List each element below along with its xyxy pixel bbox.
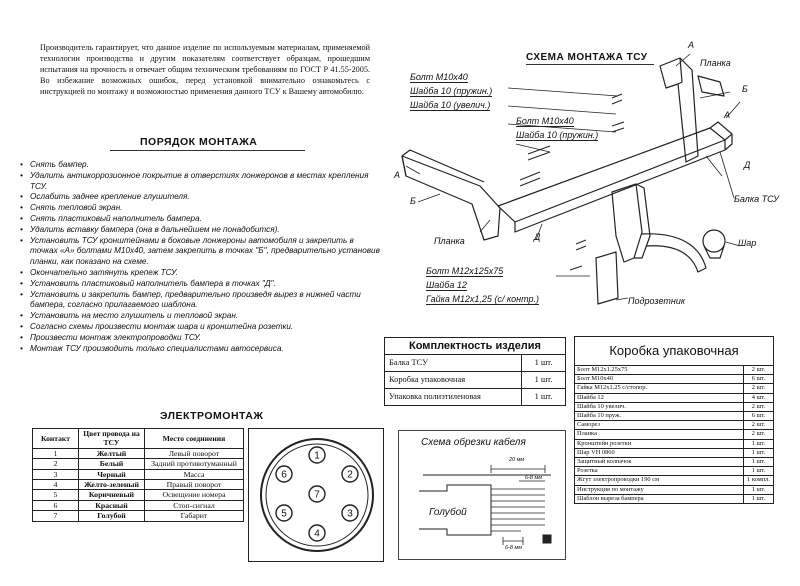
cell: Желто-зеленый xyxy=(79,480,145,490)
table-row xyxy=(33,511,244,521)
scheme-title: СХЕМА МОНТАЖА ТСУ xyxy=(526,52,648,63)
cell: Коробка упаковочная xyxy=(385,372,522,389)
cell: 5 xyxy=(33,490,79,500)
table-row xyxy=(575,421,774,430)
cell: Красный xyxy=(79,500,145,510)
cell: 2 шт. xyxy=(744,421,774,430)
label-point-d-right: Д xyxy=(744,160,751,170)
box-table xyxy=(574,336,774,504)
step-item: • Установить и закрепить бампер, предварительно произведя вырез в нижней части бампера, согласно прилагаемого шаблона. xyxy=(20,290,380,312)
table-row xyxy=(575,375,774,384)
cell: 1 xyxy=(33,448,79,458)
table-row xyxy=(575,494,774,503)
cell: 6 xyxy=(33,500,79,510)
step-item: • Ослабить заднее крепление глушителя. xyxy=(20,192,380,203)
label-washer-2: Шайба 10 (пружин.) xyxy=(516,130,599,140)
label-point-a-left: А xyxy=(394,170,401,180)
svg-text:4: 4 xyxy=(314,528,320,540)
cell: Шайба 10 пруж. xyxy=(575,412,744,421)
kompl-table xyxy=(384,337,566,406)
table-row xyxy=(33,500,244,510)
step-item: • Окончательно затянуть крепеж ТСУ. xyxy=(20,268,380,279)
electro-title: ЭЛЕКТРОМОНТАЖ xyxy=(160,410,264,422)
svg-text:6: 6 xyxy=(281,469,287,481)
plug-diagram xyxy=(248,428,384,562)
intro-text: Производитель гарантирует, что данное изделие по используемым материалам, применяемой технологии производства и другим показателям соответствует образцам, прошедшим испытания на прочность и отвечает общим техническим требованиям по ГОСТ Р 41.55-2005. Во избежание возможных ошибок, перед установкой внимательно ознакомьтесь с инструкцией по монтажу и возможностью применения данного ТСУ к Вашему автомобилю. xyxy=(40,43,370,96)
step-item: • Установить на место глушитель и тепловой экран. xyxy=(20,311,380,322)
svg-text:2: 2 xyxy=(347,469,353,481)
pin-7 xyxy=(309,486,325,502)
cell: 1 шт. xyxy=(522,372,566,389)
label-plank-left: Планка xyxy=(434,236,465,246)
cell: 1 шт. xyxy=(744,467,774,476)
pin-5 xyxy=(276,505,292,521)
cell: Болт М12х1.25х75 xyxy=(575,366,744,375)
cable-cut-drawing xyxy=(399,431,565,559)
table-row xyxy=(385,355,566,372)
table-row xyxy=(385,372,566,389)
cell: Левый поворот xyxy=(145,448,244,458)
table-row xyxy=(575,393,774,402)
step-item: • Произвести монтаж электропроводки ТСУ. xyxy=(20,333,380,344)
cell: Жгут электропроводки 190 см xyxy=(575,476,744,485)
label-bolt-3: Болт М12х125х75 xyxy=(426,266,504,276)
table-row xyxy=(575,458,774,467)
label-point-b-left: Б xyxy=(410,196,416,206)
label-socket-bracket: Подрозетник xyxy=(628,296,686,306)
step-item: • Удалить антикоррозионное покрытие в отверстиях лонжеронов в местах крепления ТСУ. xyxy=(20,171,380,193)
cable-cut-scheme xyxy=(398,430,566,560)
cell: Шаблон выреза бампера xyxy=(575,494,744,503)
cell: Задний противотуманный xyxy=(145,459,244,469)
table-row xyxy=(575,430,774,439)
table-row xyxy=(575,366,774,375)
pin-1 xyxy=(309,447,325,463)
cell: 2 шт. xyxy=(744,384,774,393)
label-nut-3: Гайка М12х1,25 (с/ контр.) xyxy=(426,294,539,304)
box-title: Коробка упаковочная xyxy=(575,337,774,366)
label-point-a-right: А xyxy=(688,40,695,50)
table-row xyxy=(33,448,244,458)
cell: Освещение номера xyxy=(145,490,244,500)
step-item: • Согласно схемы произвести монтаж шара и кронштейна розетки. xyxy=(20,322,380,333)
label-point-a-mid: А xyxy=(724,110,731,120)
svg-text:7: 7 xyxy=(314,489,320,501)
cell: 6 шт. xyxy=(744,375,774,384)
cell: Голубой xyxy=(79,511,145,521)
pin-2 xyxy=(342,466,358,482)
step-item: • Установить пластиковый наполнитель бампера в точках "Д". xyxy=(20,279,380,290)
pin-4 xyxy=(309,525,325,541)
col-header: Контакт xyxy=(33,429,79,449)
cell: Коричневый xyxy=(79,490,145,500)
table-row xyxy=(385,389,566,406)
dim-20mm: 20 мм xyxy=(509,457,525,463)
table-row xyxy=(575,476,774,485)
table-row xyxy=(575,448,774,457)
cell: Желтый xyxy=(79,448,145,458)
label-point-d-left: Д xyxy=(534,232,541,242)
contact-table xyxy=(32,428,244,522)
wire-label: Голубой xyxy=(429,507,467,518)
cell: 3 xyxy=(33,469,79,479)
cell: Шайба 10 увелич. xyxy=(575,402,744,411)
col-header: Место соединения xyxy=(145,429,244,449)
table-header-row xyxy=(33,429,244,449)
label-plank-right: Планка xyxy=(700,58,731,68)
label-bolt-2: Болт М10х40 xyxy=(516,116,574,126)
table-row xyxy=(575,485,774,494)
cell: 1 шт. xyxy=(744,439,774,448)
step-item: • Установить ТСУ кронштейнами в боковые лонжероны автомобиля и закрепить в точках «А» болтами М10х40, затем закрепить в точках "Б", предварительно установив планки, как показано на схеме. xyxy=(20,236,380,268)
cell: 4 xyxy=(33,480,79,490)
cell: 2 шт. xyxy=(744,366,774,375)
table-row xyxy=(33,459,244,469)
cell: Черный xyxy=(79,469,145,479)
label-washer-3: Шайба 12 xyxy=(426,280,467,290)
svg-text:5: 5 xyxy=(281,508,287,520)
cell: 7 xyxy=(33,511,79,521)
cell: 1 компл. xyxy=(744,476,774,485)
cell: Масса xyxy=(145,469,244,479)
step-item: • Снять пластиковый наполнитель бампера. xyxy=(20,214,380,225)
cell: Балка ТСУ xyxy=(385,355,522,372)
cell: 6 шт. xyxy=(744,412,774,421)
cell: 4 шт. xyxy=(744,393,774,402)
cell: Стоп-сигнал xyxy=(145,500,244,510)
label-ball: Шар xyxy=(738,238,757,248)
cell: Саморез xyxy=(575,421,744,430)
cell: 1 шт. xyxy=(744,458,774,467)
pin-6 xyxy=(276,466,292,482)
label-beam: Балка ТСУ xyxy=(734,194,779,204)
step-item: • Монтаж ТСУ производить только специалистами автосервиса. xyxy=(20,344,380,355)
cell: 1 шт. xyxy=(744,485,774,494)
step-item: • Снять тепловой экран. xyxy=(20,203,380,214)
table-header-row xyxy=(385,338,566,355)
cell: 1 шт. xyxy=(522,355,566,372)
cell: 1 шт. xyxy=(522,389,566,406)
cell: Белый xyxy=(79,459,145,469)
cell: Планка xyxy=(575,430,744,439)
table-row xyxy=(575,467,774,476)
table-row xyxy=(33,469,244,479)
step-item: • Снять бампер. xyxy=(20,160,380,171)
table-row xyxy=(575,412,774,421)
cell: Шайба 12 xyxy=(575,393,744,402)
order-title-underline xyxy=(110,150,305,151)
cell: 2 шт. xyxy=(744,430,774,439)
cell: 1 шт. xyxy=(744,494,774,503)
cell: 1 шт. xyxy=(744,448,774,457)
label-point-b-right: Б xyxy=(742,84,748,94)
table-row xyxy=(33,480,244,490)
table-header-row xyxy=(575,337,774,366)
cell: Правый поворот xyxy=(145,480,244,490)
label-bolt-1: Болт М10х40 xyxy=(410,72,468,82)
svg-text:1: 1 xyxy=(314,450,320,462)
cell: Шар VH 0860 xyxy=(575,448,744,457)
cell: Защитный колпачок xyxy=(575,458,744,467)
label-washer-1a: Шайба 10 (пружин.) xyxy=(410,86,493,96)
cell: Гайка М12х1.25 с/стопор. xyxy=(575,384,744,393)
step-item: • Удалить вставку бампера (она в дальнейшем не понадобится). xyxy=(20,225,380,236)
kompl-title: Комплектность изделия xyxy=(385,338,566,355)
table-row xyxy=(33,490,244,500)
order-title: ПОРЯДОК МОНТАЖА xyxy=(140,136,258,148)
pin-3 xyxy=(342,505,358,521)
cell: Болт М10х40 xyxy=(575,375,744,384)
table-row xyxy=(575,439,774,448)
svg-text:3: 3 xyxy=(347,508,353,520)
table-row xyxy=(575,384,774,393)
cell: 2 xyxy=(33,459,79,469)
table-row xyxy=(575,402,774,411)
col-header: Цвет провода на ТСУ xyxy=(79,429,145,449)
cell: Габарит xyxy=(145,511,244,521)
cell: 2 шт. xyxy=(744,402,774,411)
steps-list xyxy=(20,160,380,354)
dim-6-8mm-bottom: 6-8 мм xyxy=(505,545,523,551)
cable-cut-title: Схема обрезки кабеля xyxy=(421,437,526,448)
socket-pinout-icon xyxy=(249,429,383,561)
label-washer-1b: Шайба 10 (увелич.) xyxy=(410,100,491,110)
dim-6-8mm-top: 6-8 мм xyxy=(525,475,543,481)
cell: Инструкция по монтажу xyxy=(575,485,744,494)
cell: Упаковка полиэтиленовая xyxy=(385,389,522,406)
cell: Розетка xyxy=(575,467,744,476)
cell: Кронштейн розетки xyxy=(575,439,744,448)
